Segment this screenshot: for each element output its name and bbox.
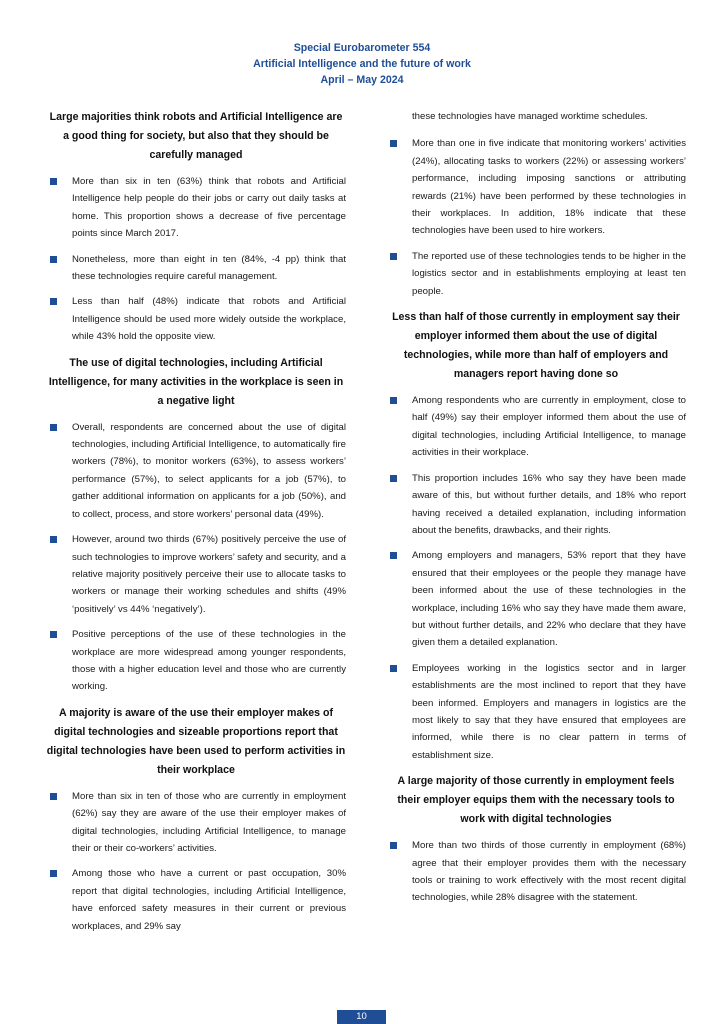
list-item: More than two thirds of those currently in employment (68%) agree that their employer provides them with the necessary tools or training to work effectively with the most recent digital technologies, while 28% disagree with the statement.: [386, 837, 686, 907]
bullet-list: [46, 419, 346, 696]
list-item: More than six in ten (63%) think that robots and Artificial Intelligence help people do their jobs or carry out daily tasks at home. This proportion shows a decrease of five percentage points since March 2017.: [46, 173, 346, 243]
section-heading: Less than half of those currently in employment say their employer informed them about the use of digital technologies, while more than half of employers and managers report having done so: [392, 311, 680, 381]
report-title: Artificial Intelligence and the future of work: [253, 58, 471, 70]
section-heading: A large majority of those currently in employment feels their employer equips them with the necessary tools to work with digital technologies: [397, 775, 675, 826]
section-heading: A majority is aware of the use their employer makes of digital technologies and sizeable proportions report that digital technologies have been used to perform activities in their workplace: [46, 706, 346, 776]
right-column: [386, 108, 686, 915]
bullet-list: [386, 392, 686, 764]
bullet-list: [46, 788, 346, 935]
list-item: Employees working in the logistics sector and in larger establishments are the most inclined to report that they have been informed. Employers and managers in logistics are the most likely to say that they have ensured that employees are informed, while there is no clear pattern in terms of establishment size.: [386, 660, 686, 764]
section-heading: Large majorities think robots and Artificial Intelligence are a good thing for society, but also that they should be carefully managed: [49, 111, 343, 161]
list-item: This proportion includes 16% who say they have been made aware of this, but without further details, and 18% who report having received a detailed explanation, including information about the benefits, drawbacks, and their rights.: [386, 470, 686, 540]
bullet-list: [386, 135, 686, 300]
list-item: Among respondents who are currently in employment, close to half (49%) say their employer informed them about the use of digital technologies, including Artificial Intelligence, to manage activities in their workplace.: [386, 392, 686, 462]
list-item: Among those who have a current or past occupation, 30% report that digital technologies, including Artificial Intelligence, have enforced safety measures in their current or previous workplaces, and 29% say: [46, 865, 346, 935]
list-item: More than six in ten of those who are currently in employment (62%) say they are aware of the use their employer makes of digital technologies, including Artificial Intelligence, to manage their or their co-workers’ activities.: [46, 788, 346, 858]
report-header: [0, 40, 724, 88]
report-series: Special Eurobarometer 554: [293, 42, 431, 54]
bullet-list: [386, 837, 686, 907]
list-item: Nonetheless, more than eight in ten (84%, -4 pp) think that these technologies require careful management.: [46, 251, 346, 286]
page-number: 10: [337, 1010, 386, 1024]
list-item: Among employers and managers, 53% report that they have ensured that their employees or the people they manage have been informed about the use of these technologies in the workplace, including 16% who say they have made them aware, but without further details, and 22% who declare that they have given them a detailed explanation.: [386, 547, 686, 651]
list-item: Positive perceptions of the use of these technologies in the workplace are more widespread among younger respondents, those with a higher education level and those who are currently working.: [46, 626, 346, 696]
bullet-list: [46, 173, 346, 346]
list-item: Overall, respondents are concerned about the use of digital technologies, including Artificial Intelligence, to automatically fire workers (78%), to monitor workers (63%), to assess workers’ performance (57%), to select applicants for a job (57%), to gather additional information on applicants for a job (50%), and to collect, process, and store workers’ personal data (49%).: [46, 419, 346, 523]
report-period: April – May 2024: [320, 74, 404, 86]
continued-paragraph: these technologies have managed worktime schedules.: [412, 111, 648, 122]
left-column: [46, 108, 346, 943]
section-heading: The use of digital technologies, including Artificial Intelligence, for many activities in the workplace is seen in a negative light: [48, 356, 344, 407]
list-item: The reported use of these technologies tends to be higher in the logistics sector and in establishments employing at least ten people.: [386, 248, 686, 300]
list-item: Less than half (48%) indicate that robots and Artificial Intelligence should be used more widely outside the workplace, while 43% hold the opposite view.: [46, 293, 346, 345]
list-item: However, around two thirds (67%) positively perceive the use of such technologies to improve workers’ safety and security, and a relative majority positively perceive their use to allocate tasks to workers or manage their working schedules and shifts (49% ‘positively’ vs 44% ‘negatively’).: [46, 531, 346, 618]
list-item: More than one in five indicate that monitoring workers’ activities (24%), allocating tasks to workers (22%) or assessing workers’ performance, including imposing sanctions or attributing rewards (21%) have been performed by these technologies in their workplaces. In addition, 18% indicate that these technologies have been used to hire workers.: [386, 135, 686, 239]
